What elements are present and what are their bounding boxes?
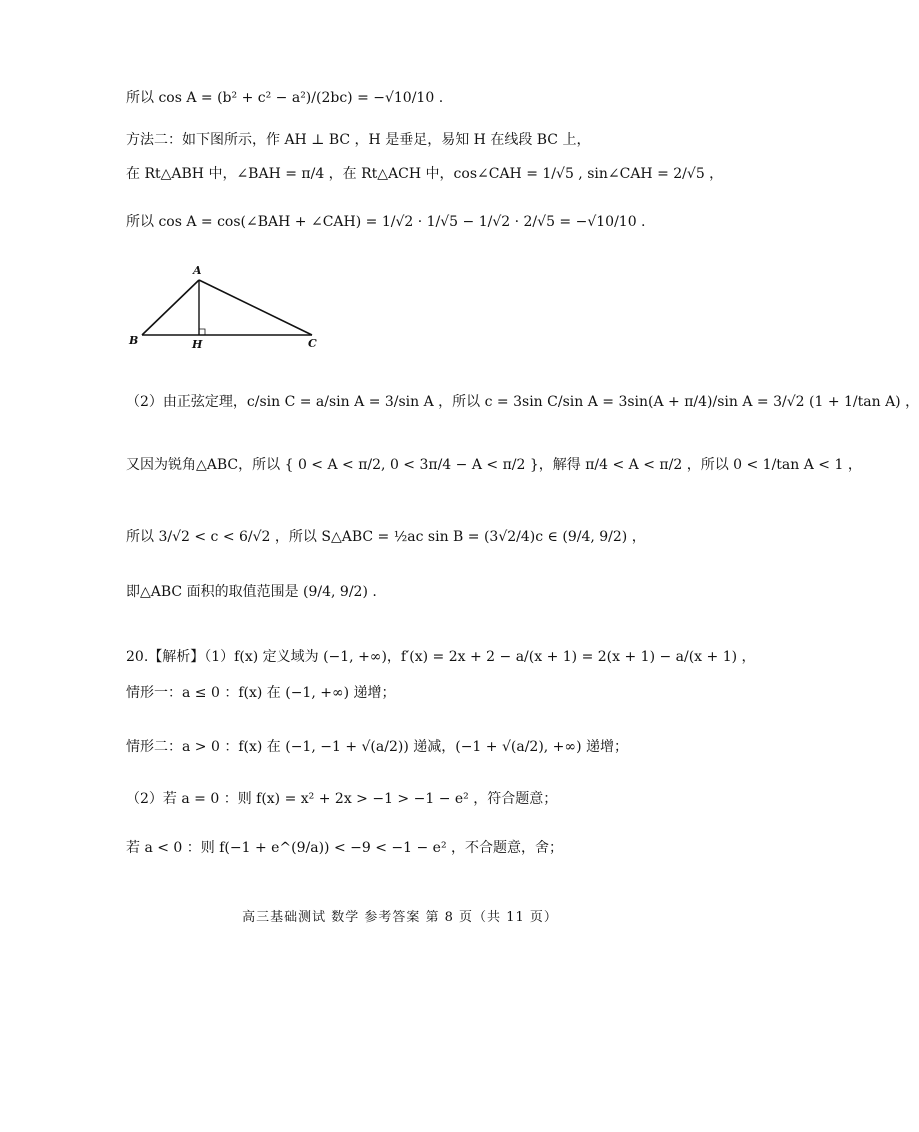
cos-a-sum-formula-line: 所以 cos A = cos(∠BAH + ∠CAH) = 1/√2 · 1/√5 − 1/√2 · 2/√5 = −√10/10 .: [126, 214, 646, 230]
law-of-sines-line: （2）由正弦定理，c/sin C = a/sin A = 3/sin A ，所以 c = 3sin C/sin A = 3sin(A + π/4)/sin A = 3/√2 (1 + 1/tan A) ，: [126, 394, 919, 410]
segment-ab: [142, 280, 199, 335]
cos-a-law-of-cosines-line: 所以 cos A = (b² + c² − a²)/(2bc) = −√10/10 .: [126, 90, 444, 106]
vertex-label-b: B: [129, 334, 139, 347]
triangle-figure: [122, 262, 327, 350]
vertex-label-a: A: [193, 264, 202, 277]
method-two-intro-line: 方法二：如下图所示，作 AH ⊥ BC ，H 是垂足，易知 H 在线段 BC 上，: [126, 132, 591, 148]
vertex-label-c: C: [308, 337, 317, 350]
case-one-line: 情形一：a ≤ 0 ：f(x) 在 (−1, +∞) 递增；: [126, 685, 396, 701]
problem-20-derivative-line: 20.【解析】（1）f(x) 定义域为 (−1, +∞)，f′(x) = 2x + 2 − a/(x + 1) = 2(x + 1) − a/(x + 1) ，: [126, 649, 756, 665]
area-range-conclusion-line: 即△ABC 面积的取值范围是 (9/4, 9/2) .: [126, 584, 377, 600]
right-angle-mark: [199, 329, 205, 335]
foot-label-h: H: [192, 338, 203, 351]
case-two-line: 情形二：a > 0 ：f(x) 在 (−1, −1 + √(a/2)) 递减，(−1 + √(a/2), +∞) 递增；: [126, 739, 628, 755]
segment-ac: [199, 280, 312, 335]
acute-triangle-condition-line: 又因为锐角△ABC，所以 { 0 < A < π/2, 0 < 3π/4 − A < π/2 }，解得 π/4 < A < π/2 ，所以 0 < 1/tan A < 1 ，: [126, 457, 862, 473]
area-bounds-line: 所以 3/√2 < c < 6/√2 ，所以 S△ABC = ½ac sin B = (3√2/4)c ∈ (9/4, 9/2) ，: [126, 529, 646, 545]
right-triangle-angles-line: 在 Rt△ABH 中，∠BAH = π/4 ，在 Rt△ACH 中，cos∠CAH = 1/√5 , sin∠CAH = 2/√5 ，: [126, 166, 724, 182]
part-two-a-zero-line: （2）若 a = 0 ：则 f(x) = x² + 2x > −1 > −1 − e² ，符合题意；: [126, 791, 558, 807]
part-two-a-negative-line: 若 a < 0 ：则 f(−1 + e^(9/a)) < −9 < −1 − e² ，不合题意，舍；: [126, 840, 564, 856]
page-footer: 高三基础测试 数学 参考答案 第 8 页（共 11 页）: [242, 910, 558, 925]
